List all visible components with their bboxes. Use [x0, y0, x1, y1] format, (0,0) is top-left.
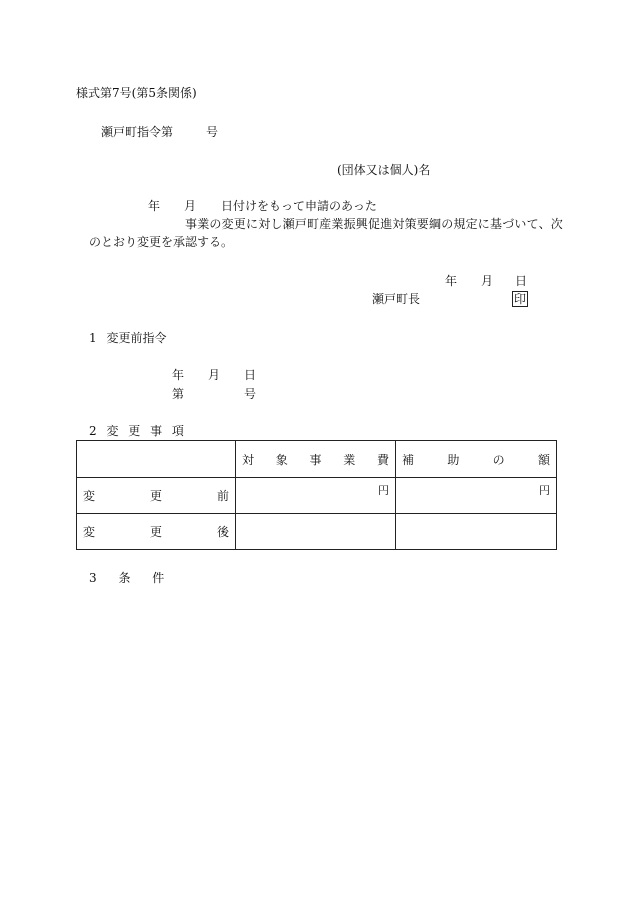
application-year: 年 — [148, 199, 161, 213]
section1-month: 月 — [208, 368, 221, 382]
issue-day: 日 — [515, 274, 528, 288]
table-row-after — [77, 514, 557, 550]
table-header-row — [77, 441, 557, 478]
reference-suffix: 号 — [206, 125, 219, 139]
signatory: 瀬戸町長 — [372, 292, 421, 306]
table-row-before — [77, 478, 557, 514]
section1-title: 1 変更前指令 — [89, 331, 167, 345]
section1-no-prefix: 第 — [172, 387, 185, 401]
issue-year: 年 — [445, 274, 458, 288]
section3-title: 3 条 件 — [89, 571, 165, 585]
table-corner-cell — [77, 441, 236, 478]
yen-unit: 円 — [539, 484, 550, 497]
change-table — [76, 440, 557, 550]
section1-year: 年 — [172, 368, 185, 382]
section1-day: 日 — [244, 368, 257, 382]
section1-no-suffix: 号 — [244, 387, 257, 401]
issue-month: 月 — [481, 274, 494, 288]
body-line-2: のとおり変更を承認する。 — [89, 235, 234, 249]
row-label-before: 変 更 前 — [77, 478, 236, 514]
cell-before-cost — [236, 478, 396, 514]
recipient-name: (団体又は個人)名 — [337, 163, 431, 177]
header-subsidy-amount: 補 助 の 額 — [396, 441, 557, 478]
application-day-phrase: 日付けをもって申請のあった — [221, 199, 377, 213]
row-label-after: 変 更 後 — [77, 514, 236, 550]
section2-title: 2 変 更 事 項 — [89, 424, 184, 438]
yen-unit: 円 — [378, 484, 389, 497]
cell-after-subsidy — [396, 514, 557, 550]
application-month: 月 — [184, 199, 197, 213]
cell-before-subsidy — [396, 478, 557, 514]
reference-prefix: 瀬戸町指令第 — [101, 125, 174, 139]
header-target-cost: 対 象 事 業 費 — [236, 441, 396, 478]
body-line-1: 事業の変更に対し瀬戸町産業振興促進対策要綱の規定に基づいて、次 — [185, 217, 563, 231]
form-number: 様式第7号(第5条関係) — [76, 86, 197, 100]
seal-mark: 印 — [514, 292, 527, 306]
cell-after-cost — [236, 514, 396, 550]
